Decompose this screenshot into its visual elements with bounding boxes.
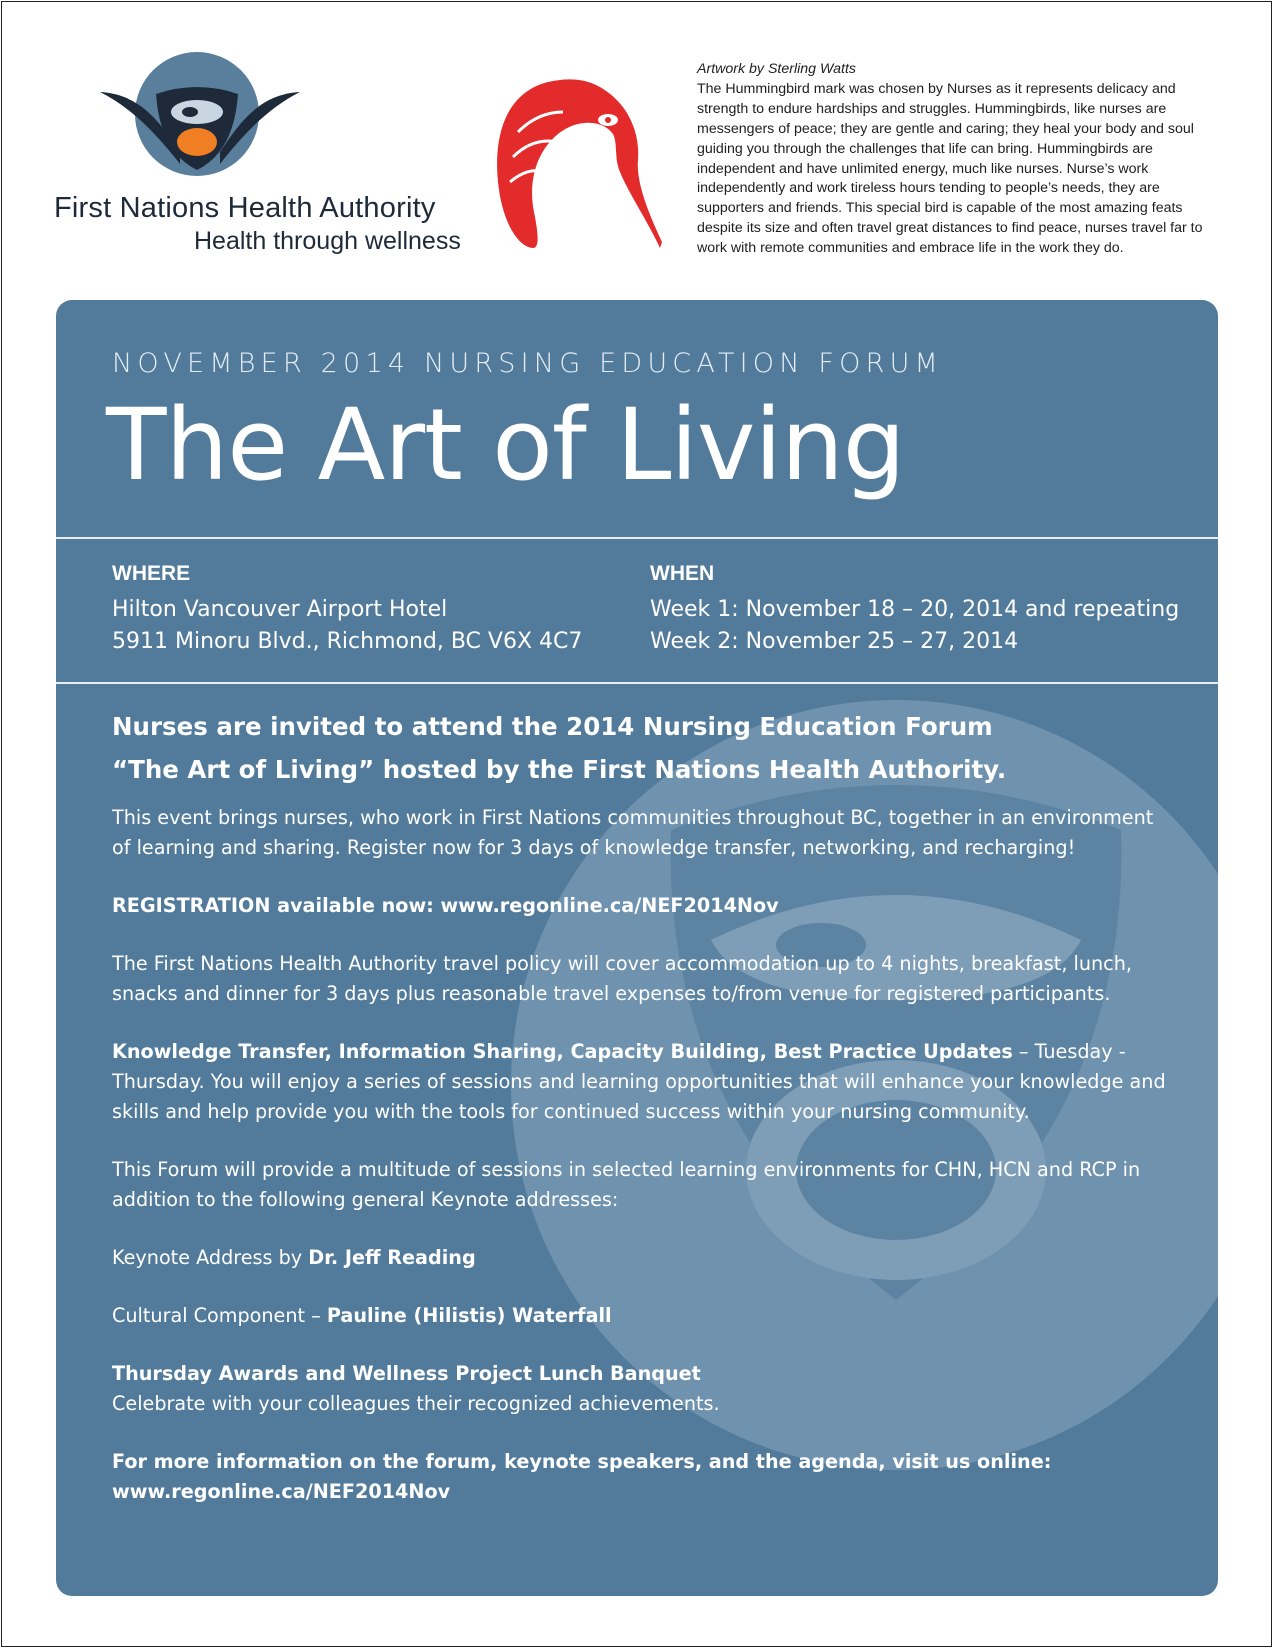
intro-paragraph: This event brings nurses, who work in First Nations communities throughout BC, together in an environment of learning and sharing. Register now for 3 days of knowledge transfer, networking, and recharging!	[112, 806, 1154, 859]
more-info-link[interactable]: www.regonline.ca/NEF2014Nov	[112, 1480, 451, 1503]
sessions-paragraph: This Forum will provide a multitude of sessions in selected learning environments for CHN, HCN and RCP in addition to the following general Keynote addresses:	[112, 1158, 1141, 1211]
banquet-description: Celebrate with your colleagues their recognized achievements.	[112, 1392, 720, 1415]
fnha-logo-icon	[100, 52, 300, 177]
knowledge-details: – Tuesday - Thursday. You will enjoy a series of sessions and learning opportunities that will enhance your knowledge and skills and help provide you with the tools for continued success within your nursing community.	[112, 1040, 1166, 1123]
artwork-description: The Hummingbird mark was chosen by Nurses as it represents delicacy and strength to endure hardships and struggles. Hummingbirds, like nurses are messengers of peace; they are gentle and caring; they heal your body and soul guiding you through the challenges that life can bring. Hummingbirds are independent and have unlimited energy, much like nurses. Nurse’s work independently and work tireless hours tending to people’s needs, they are supporters and friends. This special bird is capable of the most amazing feats despite its size and often travel great distances to find peace, nurses travel far to work with remote communities and embrace life in the work they do.	[697, 80, 1203, 257]
banquet-section	[112, 1359, 1172, 1419]
venue-name: Hilton Vancouver Airport Hotel	[112, 597, 448, 622]
cultural-line	[112, 1301, 1172, 1331]
keynote-speaker: Dr. Jeff Reading	[308, 1246, 476, 1269]
invitation-heading	[112, 705, 1172, 791]
knowledge-topics: Knowledge Transfer, Information Sharing, Capacity Building, Best Practice Updates	[112, 1040, 1013, 1063]
more-info-section	[112, 1447, 1172, 1507]
event-panel	[56, 300, 1218, 1596]
knowledge-paragraph	[112, 1037, 1172, 1127]
more-info-text: For more information on the forum, keynote speakers, and the agenda, visit us online:	[112, 1450, 1052, 1473]
cultural-presenter: Pauline (Hilistis) Waterfall	[326, 1304, 612, 1327]
week-2-dates: Week 2: November 25 – 27, 2014	[650, 629, 1019, 654]
where-label: WHERE	[112, 562, 191, 585]
invitation-line-2: “The Art of Living” hosted by the First Nations Health Authority.	[112, 755, 1007, 784]
divider	[56, 537, 1218, 539]
forum-title: The Art of Living	[106, 388, 905, 503]
artwork-credit: Artwork by Sterling Watts	[697, 61, 856, 77]
event-body	[112, 705, 1172, 1535]
when-section	[650, 562, 1179, 658]
registration-link[interactable]: REGISTRATION available now: www.regonline.ca/NEF2014Nov	[112, 894, 779, 917]
invitation-line-1: Nurses are invited to attend the 2014 Nursing Education Forum	[112, 712, 993, 741]
week-1-dates: Week 1: November 18 – 20, 2014 and repeating	[650, 597, 1180, 622]
when-label: WHEN	[650, 562, 715, 585]
hummingbird-artwork-icon	[488, 72, 663, 250]
keynote-label: Keynote Address by	[112, 1246, 309, 1269]
keynote-line	[112, 1243, 1172, 1273]
where-section	[112, 562, 582, 658]
divider	[56, 682, 1218, 684]
banquet-title: Thursday Awards and Wellness Project Lunch Banquet	[112, 1362, 701, 1385]
org-name: First Nations Health Authority	[54, 192, 436, 224]
travel-policy-paragraph: The First Nations Health Authority travel policy will cover accommodation up to 4 nights, breakfast, lunch, snacks and dinner for 3 days plus reasonable travel expenses to/from venue for registered participants.	[112, 952, 1132, 1005]
org-tagline: Health through wellness	[194, 227, 461, 255]
artwork-caption	[697, 60, 1217, 259]
forum-kicker: NOVEMBER 2014 NURSING EDUCATION FORUM	[112, 348, 944, 379]
venue-address: 5911 Minoru Blvd., Richmond, BC V6X 4C7	[112, 629, 583, 654]
cultural-label: Cultural Component –	[112, 1304, 327, 1327]
